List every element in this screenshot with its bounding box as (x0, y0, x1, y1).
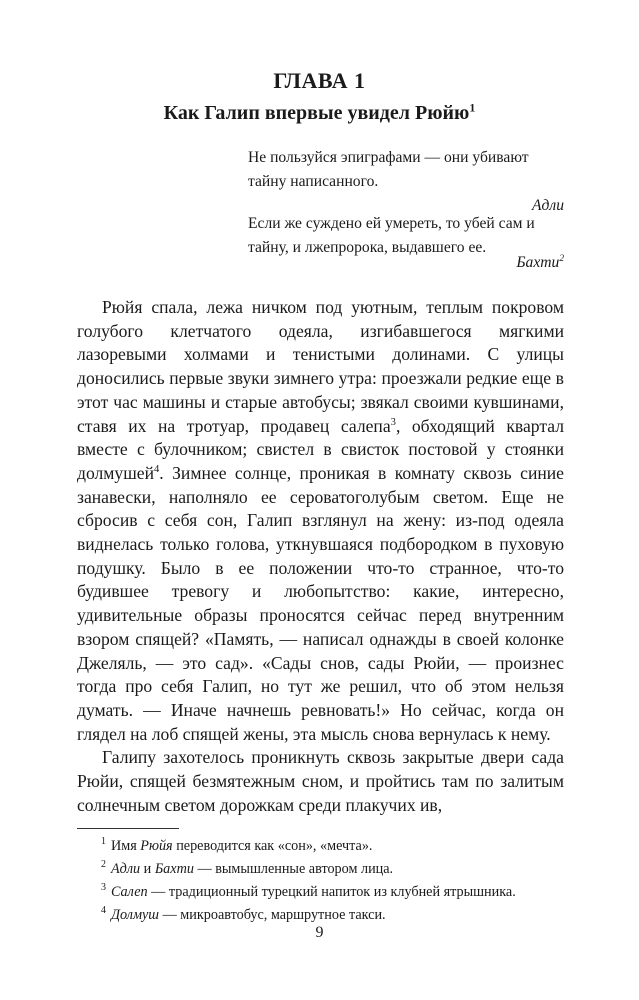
chapter-title-text: Как Галип впервые увидел Рюйю (163, 102, 470, 124)
footnote-term: Бахти (154, 861, 194, 877)
footnote-number: 3 (101, 882, 106, 894)
footnote-text: и (140, 861, 155, 877)
epigraph-author-name: Адли (531, 197, 564, 214)
footnote-text: — традиционный турецкий напиток из клубней ятрышника. (147, 884, 516, 900)
footnote-text: переводится как «сон», «мечта». (172, 838, 373, 854)
footnote-number: 1 (101, 836, 106, 848)
main-text (77, 296, 564, 817)
footnote-term: Салеп (111, 884, 148, 900)
footnote-number: 2 (101, 859, 106, 871)
footnote-text: — микроавтобус, маршрутное такси. (159, 907, 386, 923)
footnotes (77, 835, 567, 927)
paragraph (77, 296, 564, 746)
footnote-divider (77, 828, 179, 829)
chapter-heading: ГЛАВА 1 (273, 68, 366, 93)
footnote (77, 858, 567, 881)
footnote-term: Адли (111, 861, 141, 877)
epigraph-author (248, 254, 564, 272)
footnote (77, 881, 567, 904)
footnote-text: — вымышленные автором лица. (193, 861, 394, 877)
paragraph-text: Галипу захотелось проникнуть сквозь закрытые двери сада Рюйи, спящей безмятежным сном, и пройтись там по залитым солнечным светом дорожкам среди плакучих ив, (77, 747, 564, 815)
footnote-term: Долмуш (111, 907, 160, 923)
epigraph-author-name: Бахти (516, 254, 560, 271)
footnote-ref: 1 (469, 100, 476, 115)
paragraph (77, 746, 564, 817)
footnote-ref: 3 (390, 416, 396, 428)
footnote-term: Рюйя (140, 838, 173, 854)
footnote-number: 4 (101, 905, 106, 917)
paragraph-text: , обходящий квартал вместе с булочником; свистел в свисток постовой у стоянки долмушей (77, 415, 564, 483)
paragraph-text: Рюйя спала, лежа ничком под уютным, теплым покровом голубого клетчатого одеяла, изгибавшегося мягкими лазоревыми холмами и тенистыми долинами. С улицы доносились первые звуки зимнего утра: проезжали редкие еще в этот час машины и старые автобусы; звякал своими кувшинами, ставя их на тротуар, продавец салепа (77, 297, 564, 436)
footnote-ref: 2 (559, 253, 564, 264)
paragraph-text: . Зимнее солнце, проникая в комнату сквозь синие занавески, наполняло ее сероватоголубым светом. Еще не сбросив с себя сон, Галип взглянул на жену: из-под одеяла виднелась только голова, уткнувшаяся подбородком в пуховую подушку. Было в ее положении что-то странное, что-то будившее тревогу и любопытство: какие, интересно, удивительные образы проносятся сейчас перед внутренним взором спящей? «Память, — написал однажды в своей колонке Джеляль, — это сад». «Сады снов, сады Рюйи, — произнес тогда про себя Галип, но тут же решил, что об этом нельзя думать. — Иначе начнешь ревновать!» Но сейчас, когда он глядел на лоб спящей жены, эта мысль снова вернулась к нему. (77, 462, 564, 744)
chapter-title (0, 102, 639, 125)
epigraph-text: Не пользуйся эпиграфами — они убивают тайну написанного. (248, 149, 529, 190)
footnote-text: Имя (111, 838, 141, 854)
footnote (77, 835, 567, 858)
epigraph-text: Если же суждено ей умереть, то убей сам и тайну, и лжепророка, выдавшего ее. (248, 215, 535, 256)
footnote-ref: 4 (154, 464, 160, 476)
page-number: 9 (315, 924, 324, 941)
